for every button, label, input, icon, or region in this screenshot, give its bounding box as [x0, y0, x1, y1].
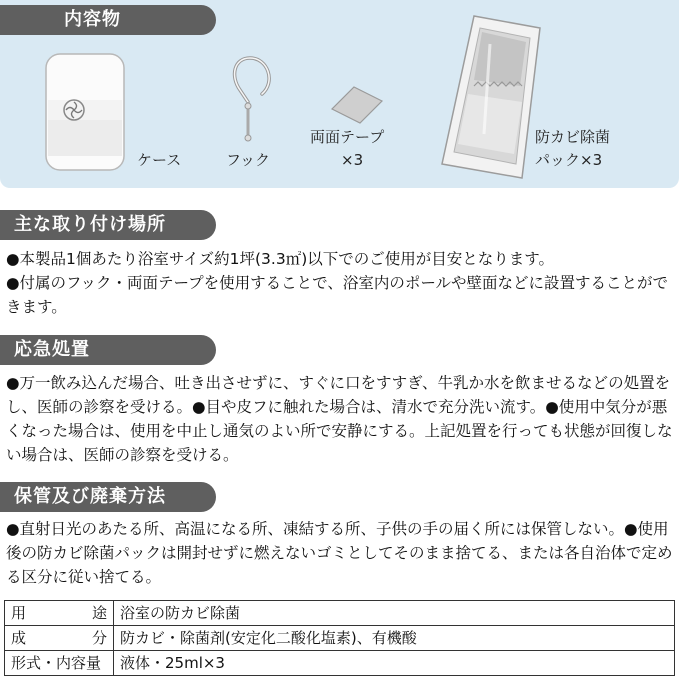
section-body-installation [6, 247, 674, 319]
paragraph: ●付属のフック・両面テープを使用することで、浴室内のポールや壁面などに設置することができます。 [6, 274, 669, 316]
table-row [5, 651, 675, 676]
contents-panel [0, 0, 679, 188]
section-body-storage [6, 517, 674, 589]
section-body-first-aid [6, 371, 674, 467]
spec-value: 浴室の防カビ除菌 [114, 601, 675, 626]
spec-key-part: 分 [91, 629, 107, 647]
section-heading-first-aid: 応急処置 [0, 335, 216, 365]
table-row [5, 601, 675, 626]
spec-key [5, 601, 114, 626]
tape-label-line2: ×3 [341, 151, 364, 169]
spec-value: 防カビ・除菌剤(安定化二酸化塩素)、有機酸 [114, 626, 675, 651]
table-row [5, 626, 675, 651]
pack-label-line2: パック×3 [535, 151, 603, 169]
section-heading-storage: 保管及び廃棄方法 [0, 482, 216, 512]
spec-value: 液体・25ml×3 [114, 651, 675, 676]
paragraph: ●本製品1個あたり浴室サイズ約1坪(3.3㎡)以下でのご使用が目安となります。 [6, 250, 555, 268]
paragraph: ●直射日光のあたる所、高温になる所、凍結する所、子供の手の届く所には保管しない。●使用後の防カビ除菌パックは開封せずに燃えないゴミとしてそのまま捨てる、または各自治体で定める区分に従い捨てる。 [6, 520, 673, 586]
paragraph: ●万一飲み込んだ場合、吐き出させずに、すぐに口をすすぎ、牛乳か水を飲ませるなどの処置をし、医師の診察を受ける。●目や皮フに触れた場合は、清水で充分洗い流す。●使用中気分が悪くなった場合は、使用を中止し通気のよい所で安静にする。上記処置を行っても状態が回復しない場合は、医師の診察を受ける。 [6, 374, 673, 464]
section-heading-installation: 主な取り付け場所 [0, 210, 216, 240]
pack-label-line1: 防カビ除菌 [535, 128, 611, 146]
spec-key-part: 途 [91, 604, 107, 622]
spec-table [4, 600, 675, 676]
tape-label-line1: 両面テープ [310, 128, 385, 146]
spec-key-part: 成 [11, 629, 27, 647]
case-icon [44, 52, 126, 172]
spec-key-part: 用 [11, 604, 27, 622]
hook-label: フック [226, 151, 270, 169]
case-label: ケース [137, 151, 182, 169]
spec-key: 形式・内容量 [5, 651, 114, 676]
spec-key [5, 626, 114, 651]
tape-icon [330, 85, 384, 125]
contents-heading: 内容物 [0, 5, 216, 35]
hook-icon [228, 54, 276, 144]
pack-icon [440, 14, 542, 180]
